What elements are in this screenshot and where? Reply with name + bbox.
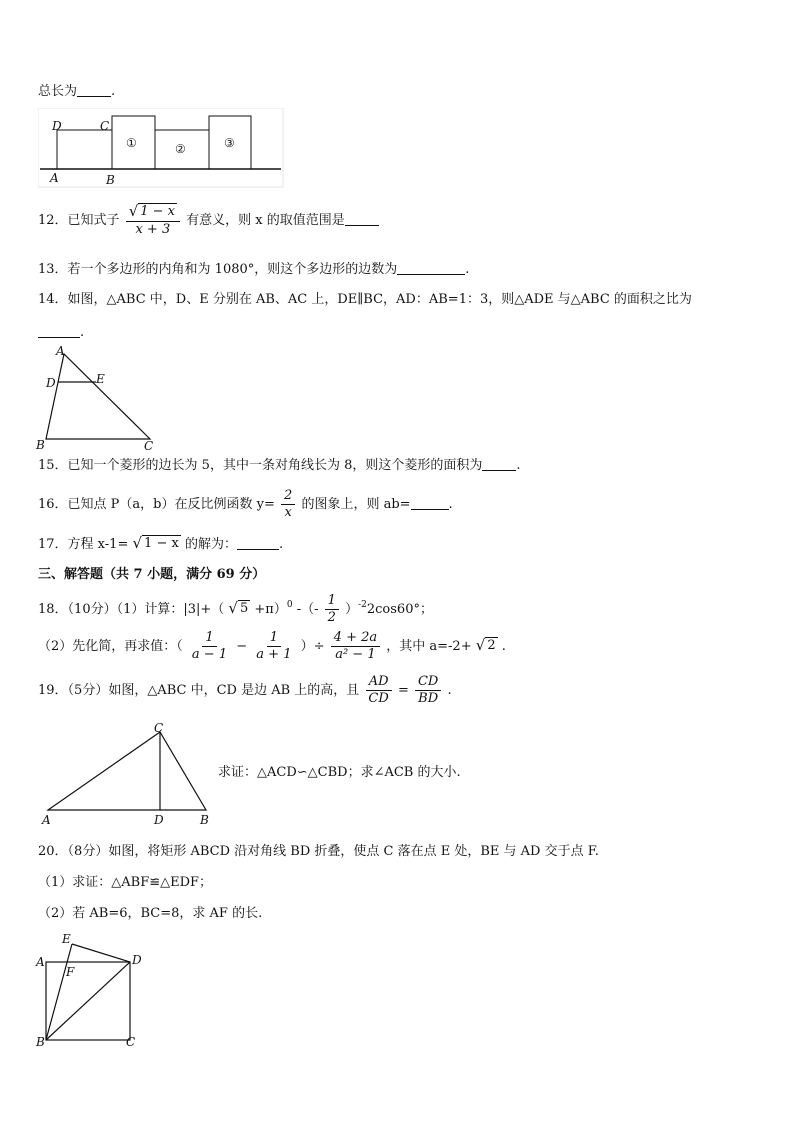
label-a: A — [50, 171, 59, 185]
figure-20 — [34, 930, 146, 1048]
figure-11 — [38, 108, 284, 188]
label-b: B — [36, 1035, 45, 1048]
label-d: D — [52, 119, 62, 133]
question-18-part-2: （2）先化简，再求值：（ $\frac{1}{a - 1}$ − $\frac{1}{a + 1}$ ）÷ $\frac{4 + 2a}{\text{a² − 1}}$ ，其中 a=-2+ √ 2 . — [38, 630, 506, 662]
label-circle-3: ③ — [224, 136, 235, 150]
question-19: 19．（5分）如图，△ABC 中，CD 是边 AB 上的高，且 $\frac{AD}{CD}$ = $\frac{CD}{BD}$ . — [38, 674, 452, 706]
fraction-16: $\frac{2}{x}$ — [281, 488, 295, 521]
label-c: C — [126, 1035, 136, 1048]
question-19-ask: 求证：△ACD∽△CBD；求∠ACB 的大小. — [218, 765, 461, 780]
label-c: C — [144, 439, 154, 453]
question-15: 15．已知一个菱形的边长为 5，其中一条对角线长为 8，则这个菱形的面积为 . — [38, 458, 521, 473]
question-12: 12．已知式子 √ 1 − x x + 3 有意义，则 x 的取值范围是 — [38, 203, 379, 238]
fraction-half: $\frac{1}{2}$ — [325, 593, 339, 626]
section-3-title: 三、解答题（共 7 小题，满分 69 分） — [38, 567, 266, 582]
label-d: D — [132, 953, 142, 967]
label-b: B — [106, 173, 115, 187]
figure-19 — [36, 720, 216, 830]
label-e: E — [96, 372, 105, 386]
label-c: C — [154, 721, 164, 735]
figure-14 — [34, 342, 164, 454]
label-b: B — [200, 813, 209, 827]
question-18-part-1: 18．（10分）（1）计算：|3|+（ √ 5 +π）$^0$ -（- $\frac{1}{2}$ ）$^{-2}$2cos60°； — [38, 593, 433, 625]
label-b: B — [36, 438, 45, 452]
label-a: A — [42, 813, 51, 827]
question-17: 17．方程 x-1= √ 1 − x 的解为： . — [38, 534, 284, 552]
label-d: D — [46, 376, 56, 390]
question-16: 16．已知点 P（a，b）在反比例函数 y= $\frac{2}{x}$ 的图象上，则 ab= . — [38, 488, 453, 520]
q11-tail: 总长为 . — [38, 84, 116, 99]
question-20-part-1: （1）求证：△ABF≌△EDF； — [38, 875, 213, 890]
label-f: F — [66, 965, 75, 979]
label-e: E — [62, 932, 71, 946]
question-20: 20．（8分）如图，将矩形 ABCD 沿对角线 BD 折叠，使点 C 落在点 E 处，BE 与 AD 交于点 F. — [38, 844, 599, 859]
question-13: 13．若一个多边形的内角和为 1080°，则这个多边形的边数为 . — [38, 262, 470, 277]
label-a: A — [36, 955, 45, 969]
fraction-12: √ 1 − x x + 3 — [126, 203, 180, 238]
label-a: A — [56, 344, 65, 358]
sqrt-17: √ 1 − x — [132, 534, 179, 552]
question-14-blank: . — [38, 323, 84, 342]
label-d: D — [154, 813, 164, 827]
label-c: C — [100, 119, 110, 133]
question-20-part-2: （2）若 AB=6，BC=8，求 AF 的长. — [38, 906, 263, 921]
label-circle-2: ② — [175, 142, 186, 156]
question-14: 14．如图，△ABC 中，D、E 分别在 AB、AC 上，DE∥BC，AD：AB=1：3，则△ADE 与△ABC 的面积之比为 — [38, 292, 692, 307]
label-circle-1: ① — [126, 136, 137, 150]
